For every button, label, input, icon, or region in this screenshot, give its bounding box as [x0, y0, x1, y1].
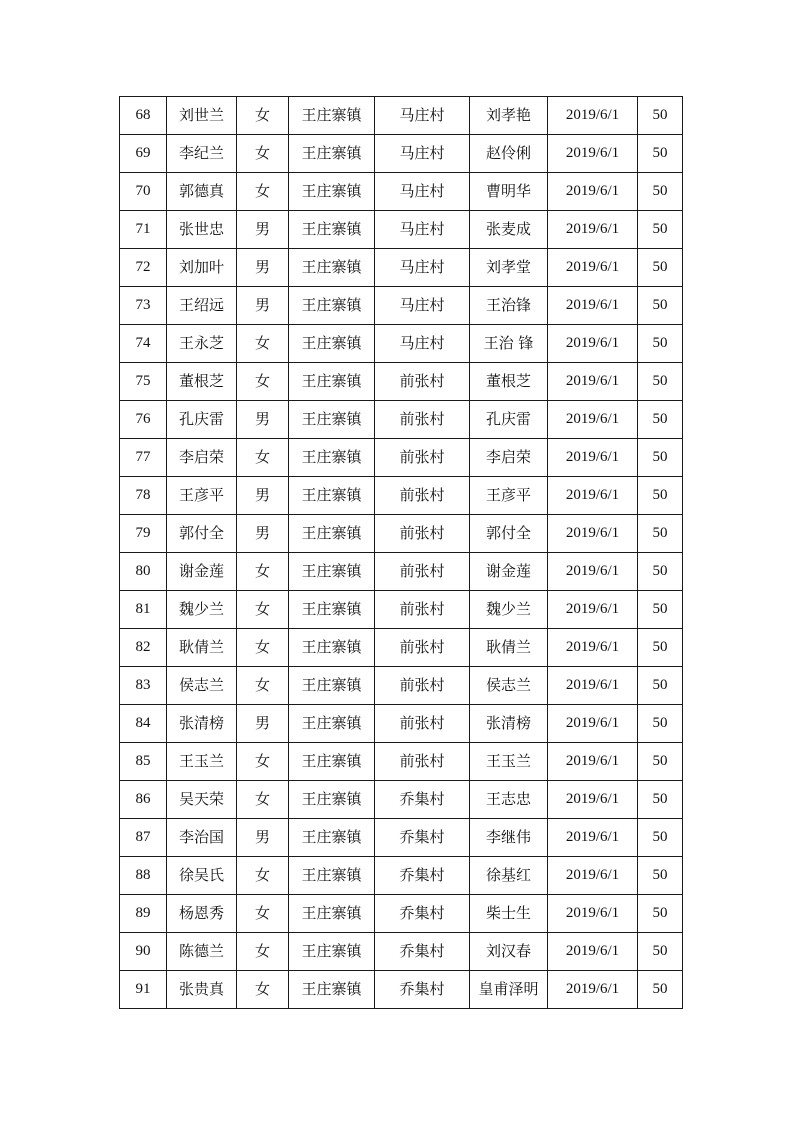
village-cell: 乔集村 — [375, 895, 470, 933]
gender-cell: 女 — [237, 933, 289, 971]
village-cell: 马庄村 — [375, 287, 470, 325]
date-cell: 2019/6/1 — [548, 667, 638, 705]
recipient-cell: 曹明华 — [470, 173, 548, 211]
town-cell: 王庄寨镇 — [289, 705, 375, 743]
table-row — [120, 857, 683, 895]
table-row — [120, 781, 683, 819]
recipient-cell: 张清榜 — [470, 705, 548, 743]
date-cell: 2019/6/1 — [548, 325, 638, 363]
table-row — [120, 667, 683, 705]
date-cell: 2019/6/1 — [548, 211, 638, 249]
table-row — [120, 287, 683, 325]
amount-cell: 50 — [638, 667, 683, 705]
recipient-cell: 李启荣 — [470, 439, 548, 477]
amount-cell: 50 — [638, 249, 683, 287]
table-row — [120, 743, 683, 781]
row-number-cell: 78 — [120, 477, 167, 515]
gender-cell: 女 — [237, 895, 289, 933]
date-cell: 2019/6/1 — [548, 933, 638, 971]
village-cell: 前张村 — [375, 667, 470, 705]
village-cell: 马庄村 — [375, 135, 470, 173]
town-cell: 王庄寨镇 — [289, 477, 375, 515]
amount-cell: 50 — [638, 743, 683, 781]
row-number-cell: 81 — [120, 591, 167, 629]
row-number-cell: 91 — [120, 971, 167, 1009]
town-cell: 王庄寨镇 — [289, 667, 375, 705]
gender-cell: 女 — [237, 439, 289, 477]
village-cell: 前张村 — [375, 705, 470, 743]
village-cell: 前张村 — [375, 553, 470, 591]
town-cell: 王庄寨镇 — [289, 857, 375, 895]
recipient-cell: 耿倩兰 — [470, 629, 548, 667]
gender-cell: 女 — [237, 591, 289, 629]
row-number-cell: 72 — [120, 249, 167, 287]
name-cell: 侯志兰 — [167, 667, 237, 705]
name-cell: 刘世兰 — [167, 97, 237, 135]
recipient-cell: 谢金莲 — [470, 553, 548, 591]
name-cell: 王绍远 — [167, 287, 237, 325]
date-cell: 2019/6/1 — [548, 401, 638, 439]
gender-cell: 女 — [237, 971, 289, 1009]
row-number-cell: 77 — [120, 439, 167, 477]
table-row — [120, 933, 683, 971]
village-cell: 前张村 — [375, 591, 470, 629]
date-cell: 2019/6/1 — [548, 553, 638, 591]
amount-cell: 50 — [638, 781, 683, 819]
recipient-cell: 张麦成 — [470, 211, 548, 249]
village-cell: 前张村 — [375, 743, 470, 781]
row-number-cell: 84 — [120, 705, 167, 743]
date-cell: 2019/6/1 — [548, 97, 638, 135]
date-cell: 2019/6/1 — [548, 629, 638, 667]
table-row — [120, 515, 683, 553]
row-number-cell: 83 — [120, 667, 167, 705]
name-cell: 耿倩兰 — [167, 629, 237, 667]
amount-cell: 50 — [638, 819, 683, 857]
town-cell: 王庄寨镇 — [289, 933, 375, 971]
town-cell: 王庄寨镇 — [289, 743, 375, 781]
row-number-cell: 76 — [120, 401, 167, 439]
gender-cell: 女 — [237, 629, 289, 667]
village-cell: 前张村 — [375, 439, 470, 477]
gender-cell: 女 — [237, 781, 289, 819]
town-cell: 王庄寨镇 — [289, 515, 375, 553]
village-cell: 前张村 — [375, 477, 470, 515]
date-cell: 2019/6/1 — [548, 363, 638, 401]
name-cell: 李纪兰 — [167, 135, 237, 173]
row-number-cell: 69 — [120, 135, 167, 173]
recipient-cell: 郭付全 — [470, 515, 548, 553]
town-cell: 王庄寨镇 — [289, 401, 375, 439]
town-cell: 王庄寨镇 — [289, 287, 375, 325]
amount-cell: 50 — [638, 629, 683, 667]
town-cell: 王庄寨镇 — [289, 249, 375, 287]
village-cell: 前张村 — [375, 363, 470, 401]
gender-cell: 女 — [237, 743, 289, 781]
village-cell: 乔集村 — [375, 819, 470, 857]
table-row — [120, 135, 683, 173]
name-cell: 张贵真 — [167, 971, 237, 1009]
date-cell: 2019/6/1 — [548, 439, 638, 477]
recipient-cell: 李继伟 — [470, 819, 548, 857]
name-cell: 魏少兰 — [167, 591, 237, 629]
amount-cell: 50 — [638, 553, 683, 591]
date-cell: 2019/6/1 — [548, 135, 638, 173]
town-cell: 王庄寨镇 — [289, 325, 375, 363]
gender-cell: 男 — [237, 287, 289, 325]
gender-cell: 女 — [237, 173, 289, 211]
table-row — [120, 971, 683, 1009]
recipient-cell: 徐基红 — [470, 857, 548, 895]
town-cell: 王庄寨镇 — [289, 971, 375, 1009]
town-cell: 王庄寨镇 — [289, 819, 375, 857]
amount-cell: 50 — [638, 895, 683, 933]
town-cell: 王庄寨镇 — [289, 591, 375, 629]
table-body — [120, 97, 683, 1009]
village-cell: 前张村 — [375, 401, 470, 439]
table-row — [120, 211, 683, 249]
date-cell: 2019/6/1 — [548, 781, 638, 819]
amount-cell: 50 — [638, 363, 683, 401]
town-cell: 王庄寨镇 — [289, 173, 375, 211]
recipient-cell: 侯志兰 — [470, 667, 548, 705]
name-cell: 徐吴氏 — [167, 857, 237, 895]
amount-cell: 50 — [638, 97, 683, 135]
village-cell: 马庄村 — [375, 211, 470, 249]
name-cell: 李启荣 — [167, 439, 237, 477]
town-cell: 王庄寨镇 — [289, 211, 375, 249]
name-cell: 谢金莲 — [167, 553, 237, 591]
table-row — [120, 173, 683, 211]
gender-cell: 女 — [237, 553, 289, 591]
table-row — [120, 629, 683, 667]
date-cell: 2019/6/1 — [548, 287, 638, 325]
gender-cell: 女 — [237, 325, 289, 363]
date-cell: 2019/6/1 — [548, 477, 638, 515]
recipient-cell: 赵伶俐 — [470, 135, 548, 173]
recipient-cell: 王治锋 — [470, 287, 548, 325]
gender-cell: 男 — [237, 819, 289, 857]
table-row — [120, 363, 683, 401]
amount-cell: 50 — [638, 287, 683, 325]
amount-cell: 50 — [638, 515, 683, 553]
name-cell: 郭德真 — [167, 173, 237, 211]
table-row — [120, 591, 683, 629]
town-cell: 王庄寨镇 — [289, 553, 375, 591]
town-cell: 王庄寨镇 — [289, 439, 375, 477]
recipient-cell: 王志忠 — [470, 781, 548, 819]
table-row — [120, 477, 683, 515]
village-cell: 乔集村 — [375, 971, 470, 1009]
amount-cell: 50 — [638, 401, 683, 439]
amount-cell: 50 — [638, 439, 683, 477]
row-number-cell: 86 — [120, 781, 167, 819]
amount-cell: 50 — [638, 933, 683, 971]
amount-cell: 50 — [638, 211, 683, 249]
name-cell: 陈德兰 — [167, 933, 237, 971]
gender-cell: 女 — [237, 97, 289, 135]
table-row — [120, 97, 683, 135]
gender-cell: 女 — [237, 667, 289, 705]
town-cell: 王庄寨镇 — [289, 629, 375, 667]
date-cell: 2019/6/1 — [548, 515, 638, 553]
table-row — [120, 895, 683, 933]
village-cell: 马庄村 — [375, 97, 470, 135]
row-number-cell: 68 — [120, 97, 167, 135]
row-number-cell: 80 — [120, 553, 167, 591]
recipient-cell: 柴士生 — [470, 895, 548, 933]
recipient-cell: 魏少兰 — [470, 591, 548, 629]
recipient-cell: 孔庆雷 — [470, 401, 548, 439]
town-cell: 王庄寨镇 — [289, 363, 375, 401]
town-cell: 王庄寨镇 — [289, 97, 375, 135]
village-cell: 马庄村 — [375, 173, 470, 211]
name-cell: 杨恩秀 — [167, 895, 237, 933]
date-cell: 2019/6/1 — [548, 971, 638, 1009]
name-cell: 张世忠 — [167, 211, 237, 249]
amount-cell: 50 — [638, 135, 683, 173]
table-row — [120, 439, 683, 477]
row-number-cell: 85 — [120, 743, 167, 781]
table-row — [120, 553, 683, 591]
amount-cell: 50 — [638, 971, 683, 1009]
name-cell: 孔庆雷 — [167, 401, 237, 439]
row-number-cell: 74 — [120, 325, 167, 363]
date-cell: 2019/6/1 — [548, 895, 638, 933]
gender-cell: 男 — [237, 515, 289, 553]
row-number-cell: 73 — [120, 287, 167, 325]
recipient-cell: 王玉兰 — [470, 743, 548, 781]
recipient-cell: 董根芝 — [470, 363, 548, 401]
row-number-cell: 87 — [120, 819, 167, 857]
table-row — [120, 819, 683, 857]
village-cell: 前张村 — [375, 515, 470, 553]
gender-cell: 男 — [237, 401, 289, 439]
table-row — [120, 325, 683, 363]
gender-cell: 女 — [237, 135, 289, 173]
table-row — [120, 705, 683, 743]
gender-cell: 男 — [237, 211, 289, 249]
village-cell: 前张村 — [375, 629, 470, 667]
gender-cell: 男 — [237, 249, 289, 287]
town-cell: 王庄寨镇 — [289, 895, 375, 933]
document-page — [119, 96, 682, 1009]
amount-cell: 50 — [638, 705, 683, 743]
gender-cell: 男 — [237, 477, 289, 515]
row-number-cell: 71 — [120, 211, 167, 249]
name-cell: 王永芝 — [167, 325, 237, 363]
date-cell: 2019/6/1 — [548, 857, 638, 895]
recipient-cell: 刘孝艳 — [470, 97, 548, 135]
gender-cell: 女 — [237, 857, 289, 895]
date-cell: 2019/6/1 — [548, 819, 638, 857]
village-cell: 马庄村 — [375, 325, 470, 363]
village-cell: 乔集村 — [375, 857, 470, 895]
date-cell: 2019/6/1 — [548, 591, 638, 629]
date-cell: 2019/6/1 — [548, 743, 638, 781]
name-cell: 刘加叶 — [167, 249, 237, 287]
row-number-cell: 90 — [120, 933, 167, 971]
name-cell: 董根芝 — [167, 363, 237, 401]
recipient-cell: 皇甫泽明 — [470, 971, 548, 1009]
row-number-cell: 75 — [120, 363, 167, 401]
village-cell: 乔集村 — [375, 781, 470, 819]
name-cell: 李治国 — [167, 819, 237, 857]
town-cell: 王庄寨镇 — [289, 135, 375, 173]
gender-cell: 女 — [237, 363, 289, 401]
amount-cell: 50 — [638, 477, 683, 515]
date-cell: 2019/6/1 — [548, 249, 638, 287]
subsidy-register-table — [119, 96, 683, 1009]
date-cell: 2019/6/1 — [548, 705, 638, 743]
name-cell: 吴天荣 — [167, 781, 237, 819]
village-cell: 乔集村 — [375, 933, 470, 971]
table-row — [120, 249, 683, 287]
recipient-cell: 王彦平 — [470, 477, 548, 515]
row-number-cell: 79 — [120, 515, 167, 553]
row-number-cell: 70 — [120, 173, 167, 211]
row-number-cell: 88 — [120, 857, 167, 895]
date-cell: 2019/6/1 — [548, 173, 638, 211]
recipient-cell: 刘汉春 — [470, 933, 548, 971]
recipient-cell: 王治 锋 — [470, 325, 548, 363]
name-cell: 张清榜 — [167, 705, 237, 743]
name-cell: 王玉兰 — [167, 743, 237, 781]
name-cell: 王彦平 — [167, 477, 237, 515]
amount-cell: 50 — [638, 325, 683, 363]
town-cell: 王庄寨镇 — [289, 781, 375, 819]
name-cell: 郭付全 — [167, 515, 237, 553]
row-number-cell: 82 — [120, 629, 167, 667]
amount-cell: 50 — [638, 591, 683, 629]
amount-cell: 50 — [638, 173, 683, 211]
table-row — [120, 401, 683, 439]
amount-cell: 50 — [638, 857, 683, 895]
village-cell: 马庄村 — [375, 249, 470, 287]
recipient-cell: 刘孝堂 — [470, 249, 548, 287]
row-number-cell: 89 — [120, 895, 167, 933]
gender-cell: 男 — [237, 705, 289, 743]
